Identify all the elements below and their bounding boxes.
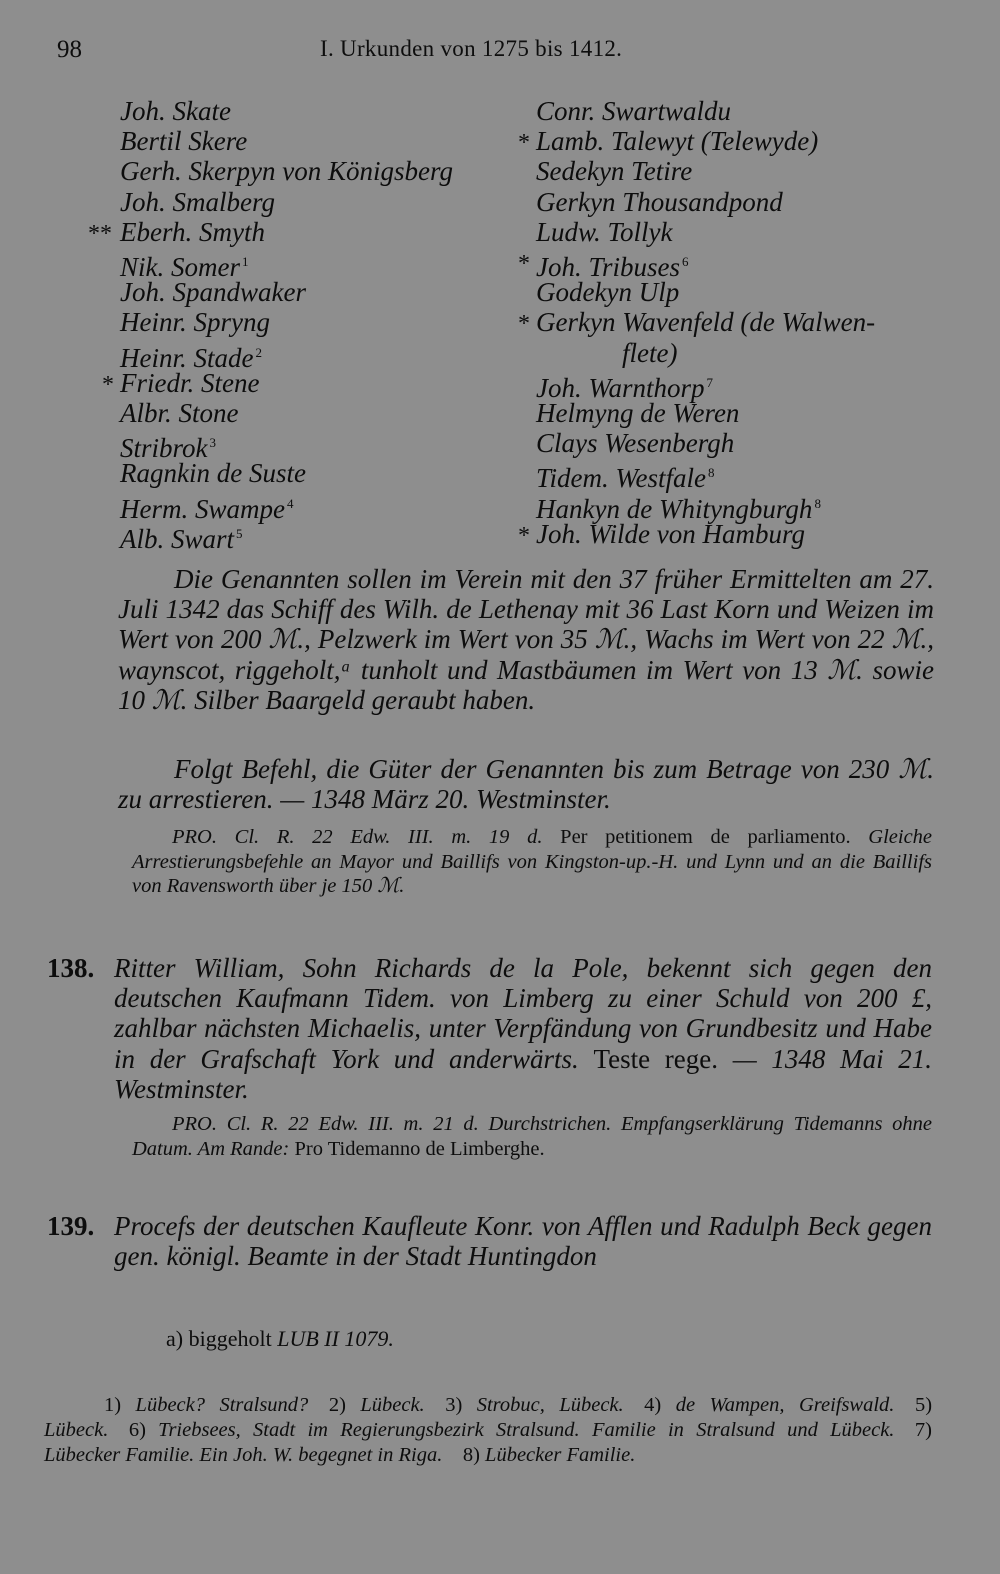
footnote-number: 8) [462,1444,480,1466]
textual-note-label: a) biggeholt [166,1326,272,1351]
name-entry [518,307,876,338]
entry-number: 139. [47,1211,95,1241]
name-text: Gerh. Skerpyn von Königsberg [120,156,453,187]
name-text: Friedr. Stene [120,367,260,398]
footnote-reference: 6 [682,254,689,269]
name-text: Herm. Swampe [120,493,285,524]
footnote-reference: 2 [255,344,262,360]
name-text: Joh. Skate [120,96,231,126]
source-note: Gleiche Arrestierungsbefehle an Mayor und Baillifs von Kingston-up.-H. und Lynn und an die Baillifs von Ravensworth über je 150 ℳ. [132,826,933,897]
name-entry [536,277,679,307]
name-entry [120,458,306,488]
name-entry [120,398,239,428]
footnote-number: 2) [328,1394,346,1416]
source-citation [132,825,932,899]
textual-note [166,1326,394,1352]
entry-summary-paragraph: Die Genannten sollen im Verein mit den 37 früher Ermittelten am 27. Juli 1342 das Schiff des Wilh. de Lethenay mit 36 Last Korn und Weizen im Wert von 200 ℳ., Pelzwerk im Wert von 35 ℳ., Wachs im Wert von 22 ℳ., waynscot, riggeholt,ᵃ tunholt und Mastbäumen im Wert von 13 ℳ. sowie 10 ℳ. Silber Baargeld geraubt haben. [118,564,934,715]
page-number: 98 [57,36,82,63]
footnotes [44,1393,932,1468]
name-text: Lamb. Talewyt (Telewyde) [536,126,819,157]
name-text: Alb. Swart [120,523,235,554]
footnote [463,1444,636,1466]
name-entry [120,247,249,282]
footnote-reference: 1 [241,254,249,269]
name-entry [120,126,247,156]
name-entry [518,518,805,549]
footnote [129,1419,895,1441]
name-text: flete) [622,337,678,368]
footnote-reference: 4 [286,495,294,511]
name-text: Heinr. Spryng [120,307,270,338]
source-remark: Pro Tidemanno de Limberghe. [294,1137,545,1160]
name-entry [536,187,783,217]
name-text: Clays Wesenbergh [536,428,735,459]
footnote-reference: 3 [209,435,216,451]
name-entry [120,428,216,464]
footnote-number: 6) [128,1419,146,1441]
name-entry [518,247,689,282]
name-text: Gerkyn Thousandpond [536,186,783,217]
name-text: Joh. Wilde von Hamburg [536,518,805,549]
footnote [445,1394,623,1416]
name-text: Gerkyn Wavenfeld (de Walwen- [536,307,876,338]
name-text: Ragnkin de Suste [120,458,306,489]
name-entry [536,96,731,126]
name-entry [536,428,734,458]
asterisk-marker: * [518,251,530,277]
footnote-number: 3) [445,1394,463,1416]
entry-date: — 1348 Mai 21. Westminster. [114,1043,933,1104]
footnote [104,1394,308,1416]
name-text: Joh. Tribuses [536,252,681,282]
name-text: Heinr. Stade [120,342,254,373]
name-text: Tidem. Westfale [536,463,707,494]
name-text: Joh. Spandwaker [120,277,306,308]
name-entry [622,338,677,368]
name-text: Ludw. Tollyk [536,216,673,247]
entry-order-paragraph: Folgt Befehl, die Güter der Genannten bis zum Betrage von 230 ℳ. zu arrestieren. — 1348 März 20. Westminster. [118,754,934,815]
name-entry [120,489,294,524]
name-entry [120,277,306,307]
footnote-reference: 8 [814,495,821,511]
running-head: I. Urkunden von 1275 bis 1412. [320,36,623,61]
footnote [644,1394,894,1416]
footnote-text: Triebsees, Stadt im Regierungsbezirk Stralsund. Familie in Stralsund und Lübeck. [145,1419,895,1441]
footnote-text: Strobuc, Lübeck. [462,1394,624,1416]
name-entry [536,489,821,524]
name-text: Helmyng de Weren [536,398,740,428]
name-text: Bertil Skere [120,126,248,157]
name-entry [536,217,673,247]
name-text: Joh. Smalberg [120,186,275,217]
name-entry [120,307,270,337]
footnote-number: 4) [644,1394,662,1416]
footnote-text: Lübecker Familie. [479,1444,636,1466]
name-entry [102,367,260,398]
footnote-reference: 8 [708,465,715,481]
asterisk-marker: ** [88,220,112,247]
source-reference: PRO. Cl. R. 22 Edw. III. m. 19 d. [172,826,543,848]
name-entry [536,458,715,494]
footnote-text: Lübecker Familie. Ein Joh. W. begegnet in Riga. [44,1444,443,1466]
asterisk-marker: * [102,371,114,398]
name-entry [120,338,262,373]
entry-text [114,1211,932,1271]
footnote-number: 1) [104,1394,122,1416]
name-text: Stribrok [120,433,208,464]
textual-note-reference: LUB II 1079. [277,1326,394,1351]
name-text: Joh. Warnthorp [536,372,705,403]
footnote-reference: 5 [236,525,243,541]
footnote-text: Lübeck. [44,1419,109,1441]
name-text: Hankyn de Whityngburgh [536,493,813,524]
footnote [329,1394,425,1416]
footnote-text: de Wampen, Greifswald. [661,1394,895,1416]
name-entry [88,216,265,247]
source-citation [132,1112,932,1161]
entry-summary: Ritter William, Sohn Richards de la Pole, bekennt sich gegen den deutschen Kaufmann Tidem. von Limberg zu einer Schuld von 200 £, zahlbar nächsten Michaelis, unter Verpfändung von Grundbesitz und Habe in der Grafschaft York und anderwärts. [114,953,932,1074]
asterisk-marker: * [518,311,530,338]
footnote-text: Lübeck? Stralsund? [121,1394,309,1416]
footnote-number: 5) [914,1394,933,1416]
footnote-reference: 7 [706,374,714,390]
footnote-number: 7) [914,1419,932,1441]
name-entry [120,156,453,186]
name-text: Sedekyn Tetire [536,156,693,187]
asterisk-marker: * [518,522,530,549]
name-entry [536,368,714,403]
name-entry [518,126,819,157]
name-entry [120,187,275,217]
asterisk-marker: * [518,130,530,157]
name-text: Conr. Swartwaldu [536,96,732,126]
name-text: Nik. Somer [120,252,240,282]
entry-number: 138. [47,953,95,983]
name-entry [536,398,739,428]
name-text: Eberh. Smyth [120,216,265,247]
entry-formula: Teste rege. [593,1043,718,1074]
name-entry [120,96,231,126]
footnote-text: Lübeck. [345,1394,425,1416]
name-entry [536,156,692,186]
source-remark: Per petitionem de parliamento. [560,826,851,848]
name-text: Godekyn Ulp [536,277,680,308]
source-reference: PRO. Cl. R. 22 Edw. III. m. 21 d. Durchstrichen. Empfangserklärung Tidemanns ohne Datum. Am Rande: [132,1113,932,1160]
name-entry [120,519,243,554]
name-text: Albr. Stone [120,398,239,428]
entry-summary: Procefs der deutschen Kaufleute Konr. von Afflen und Radulph Beck gegen gen. königl. Beamte in der Stadt Huntingdon [114,1211,932,1272]
entry-text [114,953,932,1104]
